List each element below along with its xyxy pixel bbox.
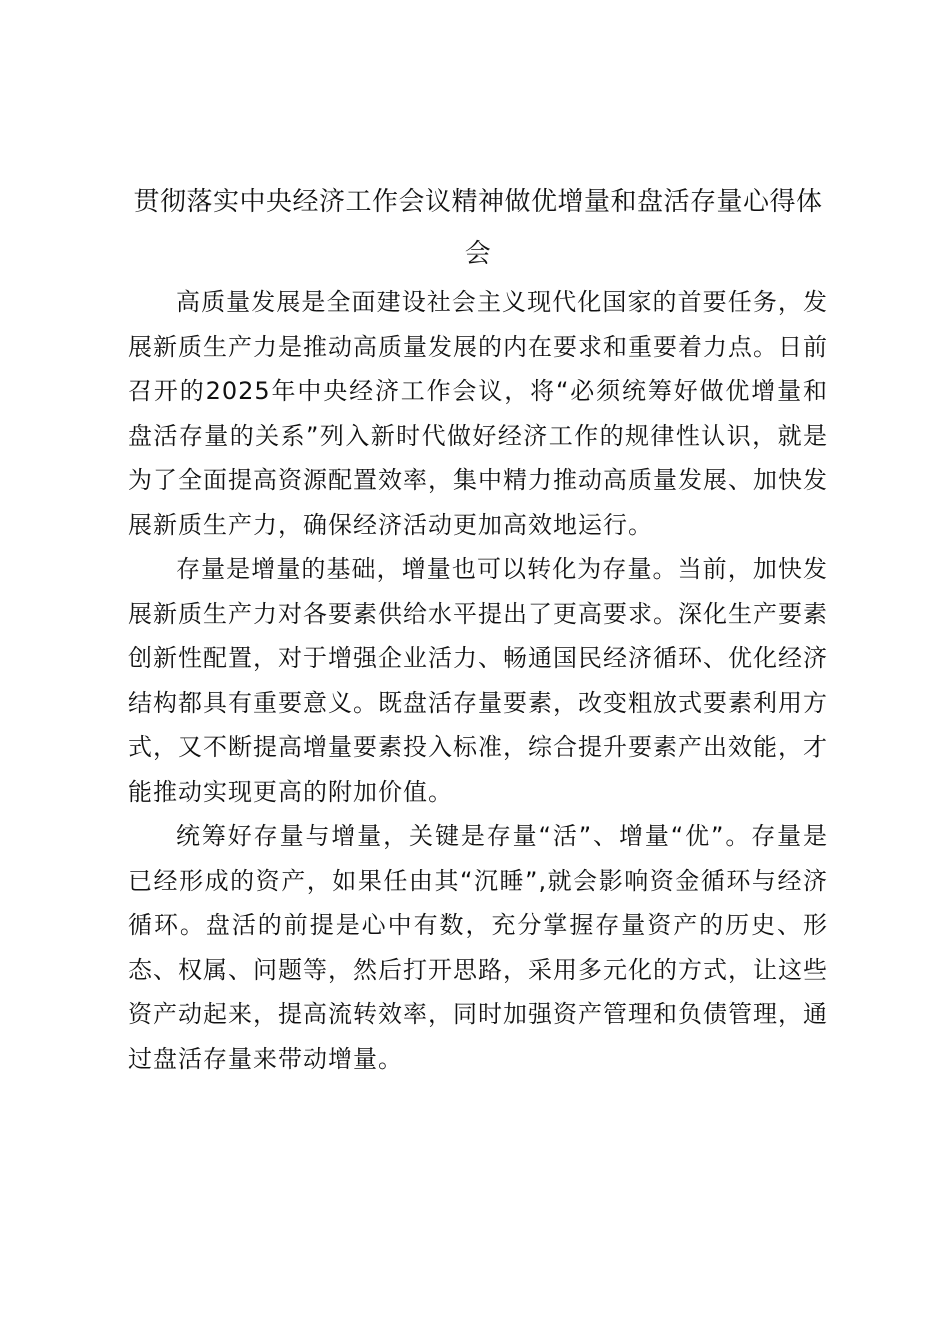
document-body <box>128 176 828 1081</box>
paragraph-1: 高质量发展是全面建设社会主义现代化国家的首要任务，发展新质生产力是推动高质量发展的内在要求和重要着力点。日前召开的2025年中央经济工作会议，将“必须统筹好做优增量和盘活存量的关系”列入新时代做好经济工作的规律性认识，就是为了全面提高资源配置效率，集中精力推动高质量发展、加快发展新质生产力，确保经济活动更加高效地运行。 <box>128 288 828 539</box>
paragraph-2: 存量是增量的基础，增量也可以转化为存量。当前，加快发展新质生产力对各要素供给水平提出了更高要求。深化生产要素创新性配置，对于增强企业活力、畅通国民经济循环、优化经济结构都具有重要意义。既盘活存量要素，改变粗放式要素利用方式，又不断提高增量要素投入标准，综合提升要素产出效能，才能推动实现更高的附加价值。 <box>128 555 828 806</box>
paragraph-3: 统筹好存量与增量，关键是存量“活”、增量“优”。存量是已经形成的资产，如果任由其“沉睡”,就会影响资金循环与经济循环。盘活的前提是心中有数，充分掌握存量资产的历史、形态、权属、问题等，然后打开思路，采用多元化的方式，让这些资产动起来，提高流转效率，同时加强资产管理和负债管理，通过盘活存量来带动增量。 <box>128 822 828 1073</box>
document-title: 贯彻落实中央经济工作会议精神做优增量和盘活存量心得体会 <box>133 187 823 269</box>
